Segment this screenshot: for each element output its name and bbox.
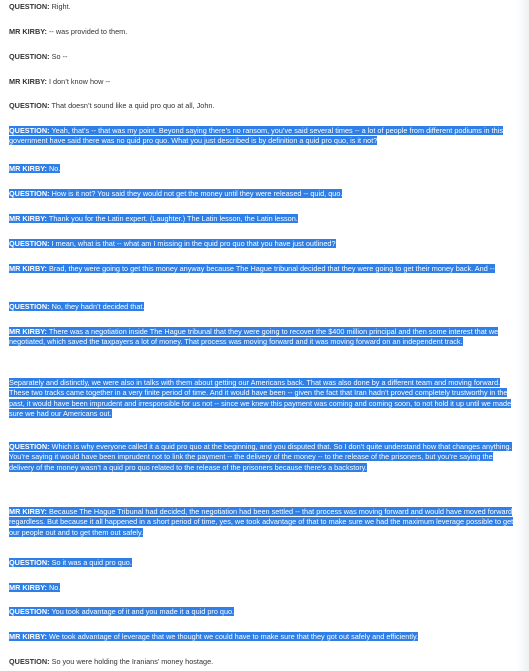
paragraph-text: Separately and distinctly, we were also in talks with them about getting our Americans back. That was also done by a different team and moving forward. These two tracks came together in a very finite period of time. And it would have been -- given the fact that Iran hadn’t proved completely trustworthy in the past, it would have been imprudent and irresponsible for us not -- since we knew this payment was coming and coming soon, to not hold it up until we made sure we had our Americans out.	[9, 378, 512, 418]
scroll-edge	[517, 0, 529, 671]
paragraph-text: So --	[49, 52, 68, 61]
speaker-label: QUESTION:	[9, 126, 50, 135]
speaker-label: MR KIRBY:	[9, 264, 47, 273]
transcript-paragraph	[9, 583, 516, 593]
paragraph-text: No.	[46, 164, 61, 173]
paragraph-text: We took advantage of leverage that we thought we could have to make sure that they got out safely and efficiently.	[46, 632, 419, 641]
transcript-paragraph	[9, 302, 516, 312]
paragraph-text: So it was a quid pro quo.	[49, 558, 132, 567]
transcript-paragraph	[9, 164, 516, 174]
speaker-label: MR KIRBY:	[9, 327, 47, 336]
speaker-label: QUESTION:	[9, 558, 50, 567]
speaker-label: MR KIRBY:	[9, 214, 47, 223]
speaker-label: MR KIRBY:	[9, 164, 47, 173]
speaker-label: QUESTION:	[9, 607, 50, 616]
paragraph-text: That doesn’t sound like a quid pro quo at all, John.	[49, 101, 215, 110]
paragraph-text: No.	[46, 583, 61, 592]
paragraph-text: So you were holding the Iranians’ money hostage.	[49, 657, 214, 666]
transcript-paragraph	[9, 327, 516, 348]
transcript-paragraph	[9, 77, 516, 87]
speaker-label: MR KIRBY:	[9, 583, 47, 592]
paragraph-text: Right.	[49, 2, 71, 11]
speaker-label: QUESTION:	[9, 302, 50, 311]
paragraph-text: I don’t know how --	[46, 77, 111, 86]
paragraph-text: Because The Hague Tribunal had decided, the negotiation had been settled -- that process was moving forward and would have moved forward regardless. But because it all happened in a short period of time, yes, we took advantage of that to make sure we had the maximum leverage possible to get our people out and to get them out safely.	[9, 507, 514, 537]
speaker-label: MR KIRBY:	[9, 27, 47, 36]
transcript-paragraph	[9, 632, 516, 642]
transcript-paragraph	[9, 442, 516, 473]
speaker-label: QUESTION:	[9, 52, 50, 61]
transcript-paragraph	[9, 101, 516, 111]
paragraph-text: You took advantage of it and you made it a quid pro quo.	[49, 607, 235, 616]
transcript-paragraph	[9, 378, 516, 419]
speaker-label: QUESTION:	[9, 657, 50, 666]
transcript-paragraph	[9, 239, 516, 249]
paragraph-text: I mean, what is that -- what am I missing in the quid pro quo that you have just outlined?	[49, 239, 336, 248]
transcript-paragraph	[9, 214, 516, 224]
speaker-label: MR KIRBY:	[9, 77, 47, 86]
paragraph-text: Yeah, that’s -- that was my point. Beyond saying there’s no ransom, you’ve said several times -- a lot of people from different podiums in this government have said there was no quid pro quo. What you just described is by definition a quid pro quo, is it not?	[9, 126, 504, 146]
paragraph-text: There was a negotiation inside The Hague tribunal that they were going to recover the $400 million principal and then some interest that we negotiated, which saved the taxpayers a lot of money. That process was moving forward and it was moving forward on an independent track.	[9, 327, 499, 347]
paragraph-text: -- was provided to them.	[46, 27, 128, 36]
paragraph-text: How is it not? You said they would not get the money until they were released -- quid, quo.	[49, 189, 343, 198]
paragraph-text: Brad, they were going to get this money anyway because The Hague tribunal decided that they were going to get their money back. And --	[46, 264, 495, 273]
transcript-paragraph	[9, 27, 516, 37]
transcript-paragraph	[9, 657, 516, 667]
speaker-label: QUESTION:	[9, 189, 50, 198]
transcript-paragraph	[9, 52, 516, 62]
paragraph-text: No, they hadn’t decided that.	[49, 302, 145, 311]
speaker-label: QUESTION:	[9, 239, 50, 248]
transcript-paragraph	[9, 189, 516, 199]
speaker-label: QUESTION:	[9, 442, 50, 451]
transcript-paragraph	[9, 2, 516, 12]
transcript-paragraph	[9, 558, 516, 568]
transcript-paragraph	[9, 507, 516, 538]
speaker-label: MR KIRBY:	[9, 507, 47, 516]
paragraph-text: Which is why everyone called it a quid pro quo at the beginning, and you disputed that. So I don’t quite understand how that changes anything. You’re saying it would have been imprudent not to link the payment -- the delivery of the money -- to the release of the prisoners, but you’re saying the delivery of the money wasn’t a quid pro quo related to the release of the prisoners because there’s a backstory.	[9, 442, 512, 472]
transcript-paragraph	[9, 607, 516, 617]
speaker-label: QUESTION:	[9, 2, 50, 11]
paragraph-text: Thank you for the Latin expert. (Laughter.) The Latin lesson, the Latin lesson.	[46, 214, 298, 223]
transcript-paragraph	[9, 264, 516, 274]
transcript-paragraph	[9, 126, 516, 147]
speaker-label: MR KIRBY:	[9, 632, 47, 641]
speaker-label: QUESTION:	[9, 101, 50, 110]
